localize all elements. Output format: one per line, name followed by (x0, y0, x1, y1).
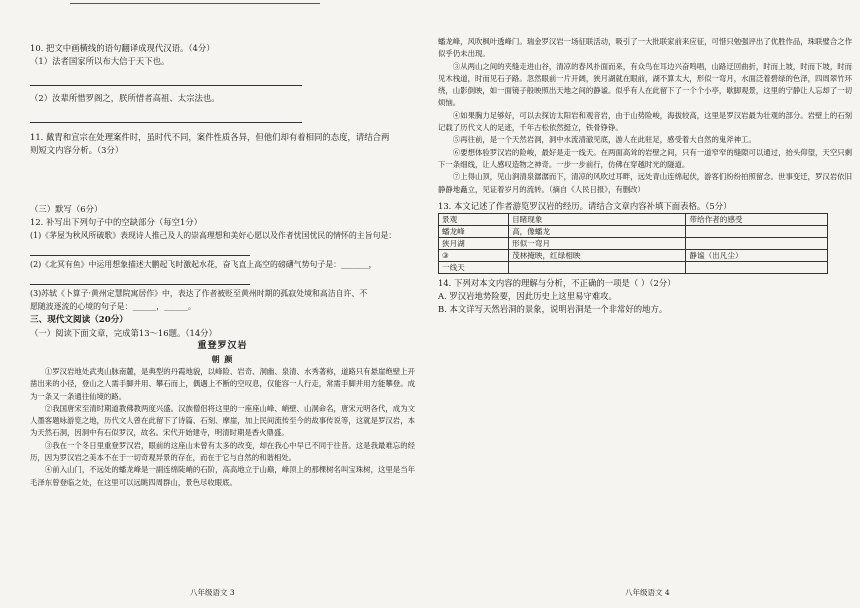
question-11: 11. 戴胄和宣宗在处理案件时，虽时代不同，案件性质各异，但他们却有着相同的态度，请结合两 则短文内容分析。（3分） (30, 132, 390, 155)
table-cell[interactable] (686, 225, 828, 237)
table-header-cell: 目睹现象 (509, 213, 686, 225)
paragraph-10: ⑦上得山顶，见山涧清泉潺潺而下，清凉的风吹过耳畔，远处青山连绵起伏，游客们纷纷拍照留念。世事变迁，罗汉岩依旧静静地矗立，见证着岁月的流转。（摘自《人民日报》，有删改） (438, 172, 852, 194)
paragraph-6: ③从两山之间的夹缝走进山谷，清凉的春风扑面而来，有众鸟在耳边兴奋鸣唱，山路迂回曲折，时而上坡，时而下坡，时而见木栈道，时而见石子路。忽然眼前一片开阔，狭月湖就在眼前，湖不算太大，形似一弯月，水面泛着碧绿的色泽，四周翠竹环绕，山影倒映，如一面镜子般映照出天地之间的静谧。似乎有人在此留下了一个个小亭，歇脚观景，这里的宁静让人忘却了一切烦恼。 (438, 61, 852, 108)
table-cell[interactable]: ③ (439, 249, 509, 261)
paragraph-1: ①罗汉岩地处武夷山脉南麓，是典型的丹霞地貌，以峰险、岩奇、洞幽、泉清、水秀著称，道路只有悬崖绝壁上开凿出来的小径，登山之人需手脚并用、攀石而上，偶遇上不断的空叹息，仅能容一人行走，常需手脚并用方能攀登。成为一条又一条通往仙境的路。 (30, 367, 415, 401)
page-footer: 八年级语文 3 (190, 588, 235, 597)
right-page (430, 0, 860, 608)
answer-line[interactable] (30, 111, 302, 123)
right-column (438, 36, 852, 316)
table-header-cell: 景观 (439, 213, 509, 225)
table-cell[interactable] (509, 261, 686, 273)
part-three-title: 三、现代文阅读（20分） (30, 315, 128, 325)
article-title: 重登罗汉岩 (197, 341, 248, 351)
paragraph-3: ③我在一个冬日里重登罗汉岩，眼前的这座山未曾有太多的改变，却在我心中早已不同于往昔。这是我最难忘的经历，因为罗汉岩之美本不在于一切奇观异景的存在，而在于它与自然的和谐相处。 (30, 440, 415, 463)
article-author: 朝 颜 (211, 354, 234, 364)
subsection-one: （一）阅读下面文章，完成第13～16题。（14分） (30, 328, 217, 338)
question-10-1: （1）法者国家所以布大信于天下也。 (30, 56, 170, 66)
question-12: 12. 补写出下列句子中的空缺部分（每空1分） (30, 217, 203, 227)
question-14: 14. 下列对本文内容的理解与分析，不正确的一项是（ ）（2分） (438, 277, 676, 288)
question-14-option-b[interactable]: B. 本文详写天然岩洞的景象，说明岩洞是一个非常好的地方。 (438, 303, 668, 314)
table-header-row (439, 213, 828, 225)
table-cell: 高，像蟠龙 (509, 225, 686, 237)
table-row (439, 225, 828, 237)
paragraph-5: 蟠龙峰，风吹枫叶透峰门。瑞金罗汉岩一场征联活动，吸引了一大批联家前来应征，可惜只勉强评出了优胜作品，珠联璧合之作似乎仍未出现。 (438, 37, 852, 59)
question-12-2: (2)《北冥有鱼》中运用想象描述大鹏起飞时激起水花，奋飞直上高空的磅礴气势句子是：_______， (30, 260, 377, 269)
answer-line[interactable] (30, 273, 250, 285)
question-12-3: (3)苏轼《卜算子·黄州定慧院寓居作》中，表达了作者被贬至黄州时期的孤寂处境和高洁自许、不 愿随波逐流的心境的句子是：______，______。 (30, 289, 368, 311)
question-10-2: （2）汝辈所惜罗阁之，朕所惜者高祖、太宗法也。 (30, 93, 220, 103)
page-footer: 八年级语文 4 (625, 588, 670, 597)
table-header-cell: 带给作者的感受 (686, 213, 828, 225)
paragraph-7: ④如果胸力足够好，可以去探访太阳岩和观音岩，由于山势险峻，海拔较高，这里是罗汉岩最为壮观的部分。岩壁上的石刻记载了历代文人的足迹，千年古松依然挺立，铁骨铮铮。 (438, 110, 852, 133)
answer-line[interactable] (30, 74, 302, 86)
table-cell: 蟠龙峰 (439, 225, 509, 237)
question-10: 10. 把文中画横线的语句翻译成现代汉语。（4分） (30, 43, 215, 53)
answer-table (438, 213, 828, 274)
table-row (439, 249, 828, 261)
table-cell[interactable] (686, 237, 828, 249)
paragraph-4: ④前入山门，不远处的蟠龙峰是一副连绵陡峭的石阶，高高地立于山巅，峰顶上的那棵树名叫宝珠树，这里是当年毛泽东曾登临之处，在这里可以远眺四周群山，景色尽收眼底。 (30, 465, 415, 487)
table-row (439, 237, 828, 249)
answer-line[interactable] (30, 244, 250, 256)
paragraph-8: ⑤再往前，是一个天然岩洞，洞中水流清澈见底，游人在此驻足，感受着大自然的鬼斧神工。 (452, 135, 756, 145)
paragraph-9: ⑥要想体验罗汉岩的险峻，最好是走一线天。在两面高耸的岩壁之间，只有一道窄窄的缝隙可以通过，抬头仰望，天空只剩下一条细线，让人感叹造物之神奇。一步一步前行，仿佛在穿越时光的隧道。 (438, 147, 852, 169)
table-row (439, 261, 828, 273)
paragraph-2: ②我国唐宋至清时期道教佛教两度兴盛。汉族僧侣将这里的一座座山峰、峭壁、山洞命名，唐宋元明各代，成为文人墨客题咏游览之地，历代文人曾在此留下了诗篇、石刻、摩崖，加上民间流传至今的故事传说等，这就是罗汉岩，本为天然石洞，因洞中有石似罗汉，故名。宋代开始建寺，明清时期是香火鼎盛。 (30, 403, 415, 438)
table-cell: 茂林掩映，红绿相映 (509, 249, 686, 261)
question-13: 13. 本文记述了作者游览罗汉岩的经历。请结合文章内容补填下面表格。（5分） (438, 200, 732, 211)
table-cell[interactable] (686, 261, 828, 273)
table-cell: 一线天 (439, 261, 509, 273)
table-cell: 狭月湖 (439, 237, 509, 249)
section-dictation: （三）默写（6分） (30, 204, 103, 214)
left-column (30, 10, 415, 489)
table-cell: 形似一弯月 (509, 237, 686, 249)
question-14-option-a[interactable]: A. 罗汉岩地势险要，因此历史上这里易守难攻。 (438, 290, 617, 301)
table-cell: 静谧（出凡尘） (686, 249, 828, 261)
question-12-1: (1)《茅屋为秋风所破歌》表现诗人推己及人的崇高理想和美好心愿以及作者忧国忧民的情怀的主旨句是： (30, 231, 397, 240)
top-rule (70, 0, 320, 4)
